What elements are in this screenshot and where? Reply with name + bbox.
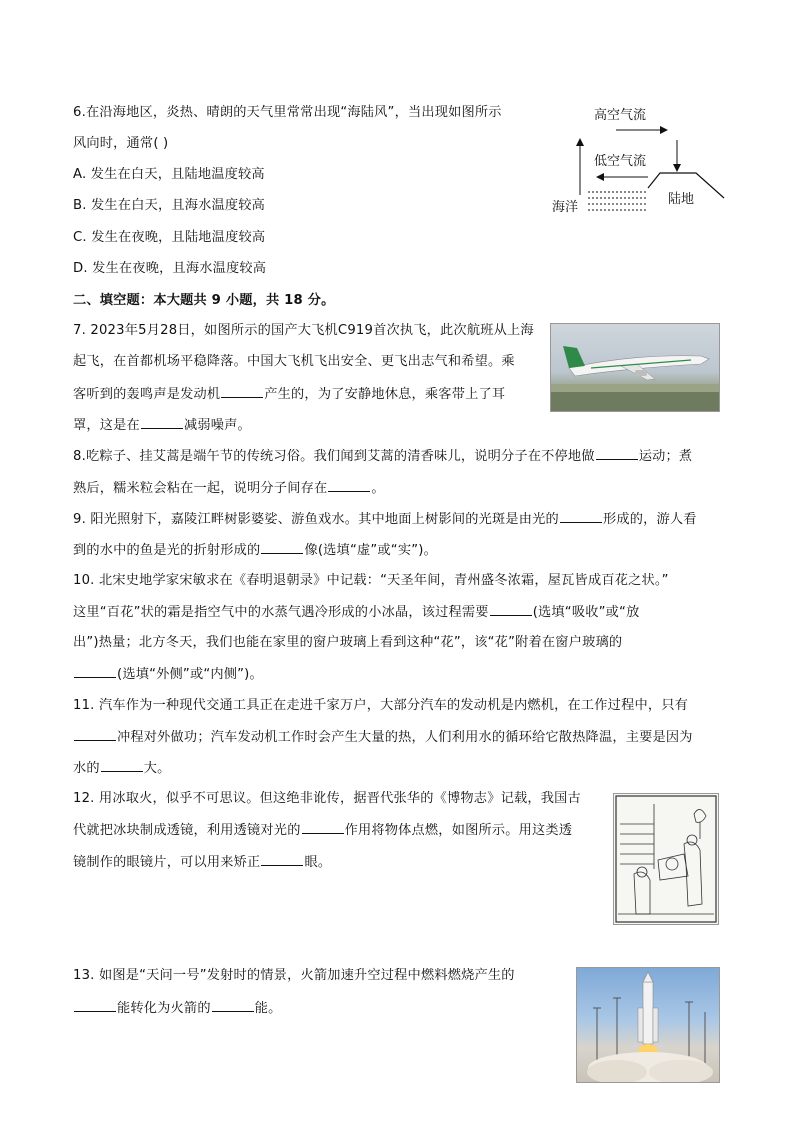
rocket-illustration	[577, 968, 719, 1082]
q11-line2: 冲程对外做功；汽车发动机工作时会产生大量的热，人们利用水的循环给它散热降温，主要是因为	[73, 728, 693, 747]
q12-line2: 代就把冰块制成透镜，利用透镜对光的 作用将物体点燃，如图所示。用这类透	[73, 823, 573, 838]
q9-blank-2[interactable]	[261, 541, 303, 554]
high-flow-arrowhead	[660, 126, 668, 134]
section-2-heading: 二、填空题：本大题共 9 小题，共 18 分。	[73, 293, 335, 308]
q10-line4: (选填“外侧”或“内侧”)。	[73, 665, 263, 684]
q12-blank-2[interactable]	[261, 853, 303, 866]
q7-blank-1[interactable]	[221, 385, 263, 398]
q13-blank-2[interactable]	[212, 999, 254, 1012]
ice-lens-painting	[613, 793, 719, 925]
q6-line1: 6.在沿海地区，炎热、晴朗的天气里常常出现“海陆风”，当出现如图所示	[73, 105, 502, 120]
q9-blank-1[interactable]	[560, 510, 602, 523]
diagram-high-label: 高空气流	[594, 108, 647, 123]
sea-land-breeze-diagram	[548, 100, 738, 230]
q6-line2: 风向时，通常( )	[73, 136, 169, 151]
q11-blank-1[interactable]	[74, 728, 116, 741]
q13-blank-1[interactable]	[74, 999, 116, 1012]
q8-blank-2[interactable]	[328, 479, 370, 492]
q11-line1: 11. 汽车作为一种现代交通工具正在走进千家万户，大部分汽车的发动机是内燃机，在工作过程中，只有	[73, 698, 689, 713]
diagram-sea-label: 海洋	[552, 200, 579, 215]
diagram-low-label: 低空气流	[594, 154, 647, 169]
q10-line3: 出”)热量；北方冬天，我们也能在家里的窗户玻璃上看到这种“花”，该“花”附着在窗户玻璃的	[73, 635, 623, 650]
q7-line1: 7. 2023年5月28日，如图所示的国产大飞机C919首次执飞，此次航班从上海	[73, 323, 534, 338]
q8-line2: 熟后，糯米粒会粘在一起，说明分子间存在 。	[73, 481, 385, 496]
q11-line3: 水的 大。	[73, 761, 171, 776]
q7-line3: 客听到的轰鸣声是发动机 产生的，为了安静地休息，乘客带上了耳	[73, 387, 506, 402]
q10-blank-1[interactable]	[490, 603, 532, 616]
q12-line3: 镜制作的眼镜片，可以用来矫正 眼。	[73, 855, 332, 870]
q7-line2: 起飞，在首都机场平稳降落。中国大飞机飞出安全、更飞出志气和希望。乘	[73, 354, 515, 369]
q7-line4: 罩，这是在 减弱噪声。	[73, 418, 251, 433]
q11-blank-2[interactable]	[101, 759, 143, 772]
q12-blank-1[interactable]	[302, 821, 344, 834]
q8-blank-1[interactable]	[596, 447, 638, 460]
q6-option-a: A. 发生在白天，且陆地温度较高	[73, 167, 265, 182]
q6-option-d: D. 发生在夜晚，且海水温度较高	[73, 261, 267, 276]
q7-blank-2[interactable]	[141, 416, 183, 429]
low-flow-arrowhead	[596, 173, 604, 181]
q13-line2: 能转化为火箭的 能。	[73, 999, 282, 1018]
painting-illustration	[614, 794, 718, 924]
q10-blank-2[interactable]	[74, 665, 116, 678]
q9-line1: 9. 阳光照射下，嘉陵江畔树影婆娑、游鱼戏水。其中地面上树影间的光斑是由光的 形成的，游人看	[73, 512, 697, 527]
q9-line2: 到的水中的鱼是光的折射形成的 像(选填“虚”或“实”)。	[73, 543, 437, 558]
q10-line2: 这里“百花”状的霜是指空气中的水蒸气遇冷形成的小冰晶，该过程需要 (选填“吸收”或“放	[73, 605, 640, 620]
c919-airplane-photo	[550, 323, 720, 412]
q6-option-b: B. 发生在白天，且海水温度较高	[73, 198, 266, 213]
up-arrowhead	[576, 138, 584, 146]
q13-line1: 13. 如图是“天问一号”发射时的情景，火箭加速升空过程中燃料燃烧产生的	[73, 968, 515, 983]
q10-line1: 10. 北宋史地学家宋敏求在《春明退朝录》中记载：“天圣年间，青州盛冬浓霜，屋瓦皆成百花之状。”	[73, 573, 669, 588]
sea-waves	[588, 192, 648, 210]
q8-line1: 8.吃粽子、挂艾蒿是端午节的传统习俗。我们闻到艾蒿的清香味儿，说明分子在不停地做 运动；煮	[73, 449, 693, 464]
tianwen-1-launch-photo	[576, 967, 720, 1083]
down-arrowhead	[673, 164, 681, 172]
q6-option-c: C. 发生在夜晚，且陆地温度较高	[73, 230, 266, 245]
airplane-illustration	[551, 324, 719, 411]
diagram-land-label: 陆地	[668, 192, 695, 207]
q12-line1: 12. 用冰取火，似乎不可思议。但这绝非讹传，据晋代张华的《博物志》记载，我国古	[73, 791, 581, 806]
